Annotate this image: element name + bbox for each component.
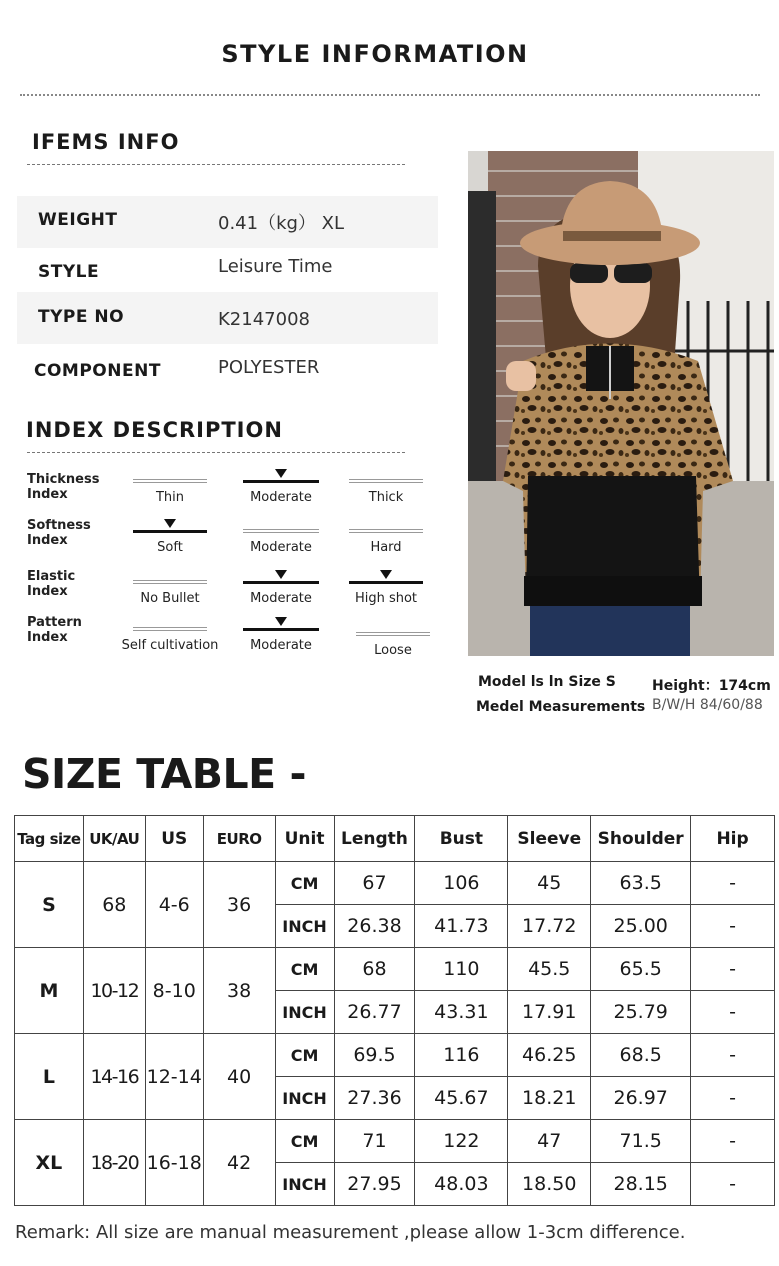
shoulder-cell: 26.97 [591, 1077, 691, 1120]
option-label: Thick [368, 490, 404, 505]
label-line: Thickness [27, 472, 100, 487]
hip-cell: - [691, 1163, 775, 1206]
label-line: Index [27, 630, 68, 645]
us-size: 16-18 [145, 1120, 203, 1206]
size-tag: M [15, 948, 84, 1034]
info-key: TYPE NO [38, 307, 125, 327]
info-row-style [17, 246, 438, 298]
sleeve-cell: 18.50 [508, 1163, 591, 1206]
bust-cell: 41.73 [415, 905, 508, 948]
model-photo-illustration [468, 151, 774, 656]
items-info-divider [27, 164, 405, 165]
pattern-index-label [27, 615, 82, 645]
softness-index-label [27, 518, 91, 548]
col-header: Bust [415, 816, 508, 862]
thickness-index-label [27, 472, 99, 502]
sleeve-cell: 17.91 [508, 991, 591, 1034]
model-bwh: B/W/H 84/60/88 [652, 697, 763, 713]
hip-cell: - [691, 1077, 775, 1120]
shoulder-cell: 25.00 [591, 905, 691, 948]
option-label: Hard [370, 540, 402, 555]
index-scale-line-active [243, 480, 319, 483]
thickness-option-thin [133, 479, 207, 505]
table-row [15, 948, 775, 991]
col-header: Length [334, 816, 415, 862]
index-scale-line [349, 529, 423, 533]
info-row-weight [17, 196, 438, 248]
model-size-text: Model ls ln Size S [478, 674, 616, 690]
size-table-title: SIZE TABLE - [22, 750, 306, 798]
col-header: Hip [691, 816, 775, 862]
shoulder-cell: 65.5 [591, 948, 691, 991]
elastic-option-moderate [243, 581, 319, 606]
info-row-type-no [17, 292, 438, 344]
hip-cell: - [691, 991, 775, 1034]
hip-cell: - [691, 1034, 775, 1077]
info-row-component [17, 344, 438, 396]
index-scale-line-active [133, 530, 207, 533]
bust-cell: 43.31 [415, 991, 508, 1034]
index-scale-line [349, 479, 423, 483]
size-tag: L [15, 1034, 84, 1120]
col-header: Unit [275, 816, 334, 862]
index-scale-line [133, 479, 207, 483]
softness-option-moderate [243, 529, 319, 555]
size-table-header-row [15, 816, 775, 862]
pattern-option-moderate [243, 628, 319, 653]
index-description-heading: INDEX DESCRIPTION [26, 418, 283, 442]
euro-size: 40 [203, 1034, 275, 1120]
col-header: US [145, 816, 203, 862]
option-label: Self cultivation [121, 638, 219, 653]
selected-marker-icon [164, 519, 176, 528]
pattern-option-self-cultivation [121, 627, 219, 653]
shoulder-cell: 25.79 [591, 991, 691, 1034]
elastic-index-label [27, 569, 75, 599]
length-cell: 71 [334, 1120, 415, 1163]
option-label: Moderate [250, 591, 312, 606]
index-scale-line [356, 632, 430, 636]
option-label: Moderate [250, 540, 312, 555]
selected-marker-icon [275, 469, 287, 478]
sleeve-cell: 47 [508, 1120, 591, 1163]
option-label: Moderate [250, 490, 312, 505]
option-label: Soft [157, 540, 183, 555]
unit-cell: INCH [275, 1163, 334, 1206]
label-line: Index [27, 533, 68, 548]
shoulder-cell: 28.15 [591, 1163, 691, 1206]
info-value: Leisure Time [218, 256, 333, 277]
col-header: Tag size [15, 816, 84, 862]
softness-option-hard [349, 529, 423, 555]
hip-cell: - [691, 862, 775, 905]
unit-cell: INCH [275, 905, 334, 948]
model-photo [468, 151, 774, 656]
info-key: WEIGHT [38, 210, 118, 230]
info-value: 0.41（kg） XL [218, 213, 345, 234]
option-label: Moderate [250, 638, 312, 653]
unit-cell: INCH [275, 1077, 334, 1120]
euro-size: 36 [203, 862, 275, 948]
info-value: POLYESTER [218, 357, 320, 378]
remark-text: Remark: All size are manual measurement ,please allow 1-3cm difference. [15, 1222, 686, 1243]
page-title: STYLE INFORMATION [221, 40, 529, 68]
length-cell: 27.36 [334, 1077, 415, 1120]
uk-au-size: 18-20 [83, 1120, 145, 1206]
bust-cell: 48.03 [415, 1163, 508, 1206]
us-size: 4-6 [145, 862, 203, 948]
length-cell: 26.77 [334, 991, 415, 1034]
info-key: STYLE [38, 262, 100, 282]
table-row [15, 1120, 775, 1163]
shoulder-cell: 68.5 [591, 1034, 691, 1077]
unit-cell: CM [275, 948, 334, 991]
us-size: 8-10 [145, 948, 203, 1034]
selected-marker-icon [275, 617, 287, 626]
option-label: Thin [155, 490, 185, 505]
sleeve-cell: 45.5 [508, 948, 591, 991]
option-label: No Bullet [140, 591, 200, 606]
label-line: Elastic [27, 569, 76, 584]
sleeve-cell: 18.21 [508, 1077, 591, 1120]
unit-cell: CM [275, 1120, 334, 1163]
index-scale-line [243, 529, 319, 533]
index-scale-line-active [243, 581, 319, 584]
col-header: Shoulder [591, 816, 691, 862]
unit-cell: INCH [275, 991, 334, 1034]
sleeve-cell: 46.25 [508, 1034, 591, 1077]
table-row [15, 862, 775, 905]
pattern-option-loose [356, 632, 430, 658]
table-row [15, 1034, 775, 1077]
softness-option-soft [133, 530, 207, 555]
index-scale-line-active [243, 628, 319, 631]
info-value: K2147008 [218, 309, 310, 330]
length-cell: 69.5 [334, 1034, 415, 1077]
model-measurements-label: Medel Measurements [476, 699, 646, 715]
size-tag: S [15, 862, 84, 948]
sleeve-cell: 17.72 [508, 905, 591, 948]
shoulder-cell: 71.5 [591, 1120, 691, 1163]
euro-size: 42 [203, 1120, 275, 1206]
thickness-option-moderate [243, 480, 319, 505]
length-cell: 26.38 [334, 905, 415, 948]
hip-cell: - [691, 905, 775, 948]
thickness-option-thick [349, 479, 423, 505]
index-scale-line [133, 580, 207, 584]
length-cell: 68 [334, 948, 415, 991]
info-key: COMPONENT [34, 361, 161, 381]
elastic-option-high-shot [349, 581, 423, 606]
uk-au-size: 10-12 [83, 948, 145, 1034]
hip-cell: - [691, 948, 775, 991]
title-divider [20, 94, 760, 96]
length-cell: 67 [334, 862, 415, 905]
bust-cell: 110 [415, 948, 508, 991]
option-label: Loose [374, 643, 412, 658]
size-tag: XL [15, 1120, 84, 1206]
hip-cell: - [691, 1120, 775, 1163]
uk-au-size: 14-16 [83, 1034, 145, 1120]
bust-cell: 106 [415, 862, 508, 905]
bust-cell: 45.67 [415, 1077, 508, 1120]
sleeve-cell: 45 [508, 862, 591, 905]
unit-cell: CM [275, 1034, 334, 1077]
uk-au-size: 68 [83, 862, 145, 948]
col-header: Sleeve [508, 816, 591, 862]
bust-cell: 116 [415, 1034, 508, 1077]
col-header: UK/AU [83, 816, 145, 862]
size-table [14, 815, 775, 1206]
index-scale-line-active [349, 581, 423, 584]
label-line: Index [27, 487, 68, 502]
label-line: Pattern [27, 615, 82, 630]
model-height: Height：174cm [652, 678, 771, 694]
index-scale-line [133, 627, 207, 631]
index-description-divider [27, 452, 405, 453]
bust-cell: 122 [415, 1120, 508, 1163]
euro-size: 38 [203, 948, 275, 1034]
col-header: EURO [203, 816, 275, 862]
option-label: High shot [354, 591, 418, 606]
length-cell: 27.95 [334, 1163, 415, 1206]
unit-cell: CM [275, 862, 334, 905]
us-size: 12-14 [145, 1034, 203, 1120]
label-line: Index [27, 584, 68, 599]
elastic-option-no-bullet [133, 580, 207, 606]
selected-marker-icon [275, 570, 287, 579]
shoulder-cell: 63.5 [591, 862, 691, 905]
label-line: Softness [27, 518, 91, 533]
selected-marker-icon [380, 570, 392, 579]
items-info-heading: IFEMS INFO [32, 130, 180, 154]
